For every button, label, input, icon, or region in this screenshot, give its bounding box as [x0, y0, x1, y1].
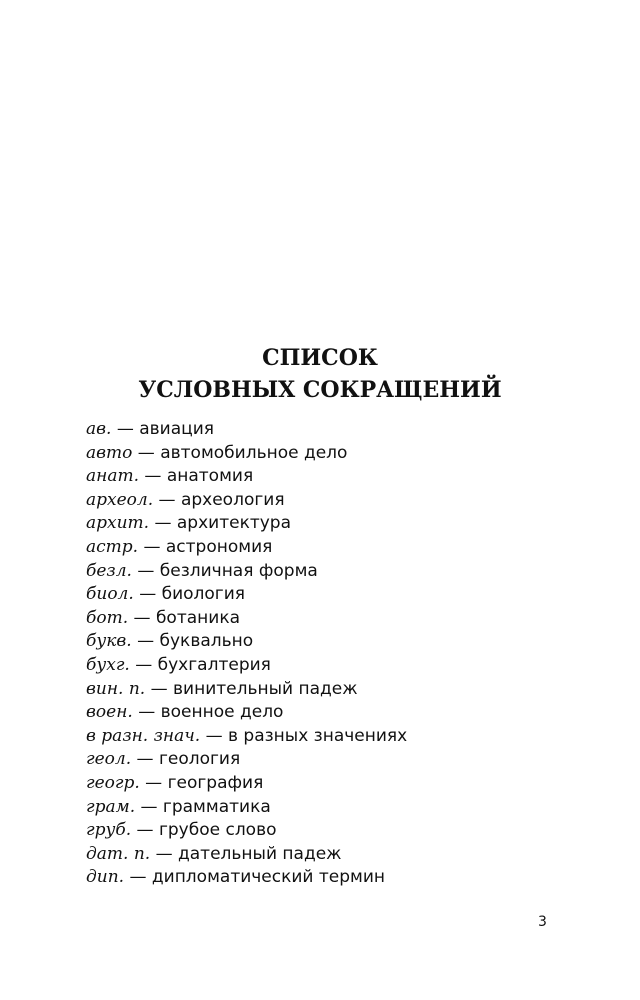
page-title-line-2: УСЛОВНЫХ СОКРАЩЕНИЙ — [138, 377, 502, 403]
dash-separator: — — [205, 725, 223, 746]
abbreviation: ав. — [86, 419, 112, 439]
abbreviation-entry — [86, 772, 407, 796]
abbreviation-entry — [86, 748, 407, 772]
abbreviation-meaning: ботаника — [155, 607, 241, 628]
abbreviation: биол. — [86, 584, 134, 605]
abbreviation-meaning: авиация — [139, 419, 214, 439]
dash-separator: — — [129, 867, 147, 888]
abbreviation-entry — [86, 442, 407, 466]
abbreviation-entry — [86, 512, 407, 536]
abbreviation: в разн. знач. — [86, 725, 201, 746]
dash-separator: — — [140, 796, 158, 817]
abbreviation-entry — [86, 583, 407, 607]
abbreviation-meaning: буквально — [159, 631, 254, 652]
dash-separator: — — [137, 560, 155, 581]
abbreviation-meaning: анатомия — [166, 466, 254, 487]
dash-separator: — — [133, 607, 151, 628]
abbreviation-meaning: военное дело — [160, 702, 284, 723]
abbreviation: безл. — [86, 560, 132, 581]
abbreviation-meaning: автомобильное дело — [160, 442, 348, 463]
dash-separator: — — [144, 466, 162, 487]
abbreviation: астр. — [86, 536, 139, 557]
abbreviation-entry — [86, 866, 407, 890]
abbreviation-entry — [86, 843, 407, 867]
dash-separator: — — [135, 654, 153, 675]
abbreviation-entry — [86, 796, 407, 820]
abbreviation: архит. — [86, 513, 150, 534]
dash-separator: — — [137, 442, 155, 463]
abbreviation: груб. — [86, 820, 132, 841]
abbreviation-entry — [86, 560, 407, 584]
dash-separator: — — [139, 584, 157, 605]
abbreviation: археол. — [86, 489, 154, 510]
abbreviation: бот. — [86, 607, 129, 628]
abbreviation-entry — [86, 678, 407, 702]
dash-separator: — — [150, 678, 168, 699]
abbreviation-meaning: археология — [180, 489, 285, 510]
abbreviation-entry — [86, 418, 407, 442]
dash-separator: — — [136, 820, 154, 841]
abbreviation: дат. п. — [86, 843, 151, 864]
abbreviation-entry — [86, 536, 407, 560]
abbreviation-meaning: грамматика — [162, 796, 271, 817]
abbreviation-entry — [86, 465, 407, 489]
dash-separator: — — [138, 702, 156, 723]
abbreviation-meaning: бухгалтерия — [157, 654, 271, 675]
abbreviation-entry — [86, 607, 407, 631]
dash-separator: — — [155, 843, 173, 864]
abbreviation-meaning: дипломатический термин — [151, 867, 386, 888]
abbreviation-meaning: геология — [158, 749, 241, 770]
abbreviation-meaning: винительный падеж — [173, 678, 358, 699]
dash-separator: — — [154, 513, 172, 534]
abbreviation-meaning: биология — [161, 584, 246, 605]
abbreviation-entry — [86, 819, 407, 843]
abbreviation-meaning: дательный падеж — [178, 843, 342, 864]
abbreviation-entry — [86, 654, 407, 678]
abbreviation: воен. — [86, 702, 133, 723]
abbreviation-meaning: география — [167, 772, 264, 793]
abbreviation: дип. — [86, 867, 125, 888]
abbreviation-entry — [86, 489, 407, 513]
page-title-line-1: СПИСОК — [262, 345, 378, 371]
abbreviation: грам. — [86, 796, 136, 817]
dash-separator: — — [143, 536, 161, 557]
dash-separator: — — [158, 489, 176, 510]
abbreviation-entry — [86, 701, 407, 725]
abbreviation: геогр. — [86, 772, 140, 793]
abbreviation-entry — [86, 725, 407, 749]
abbreviation: анат. — [86, 466, 139, 487]
page-number: 3 — [538, 914, 547, 930]
dash-separator: — — [116, 419, 134, 439]
abbreviation: бухг. — [86, 654, 130, 675]
abbreviation: вин. п. — [86, 678, 146, 699]
dash-separator: — — [137, 631, 155, 652]
abbreviation: геол. — [86, 749, 132, 770]
dash-separator: — — [145, 772, 163, 793]
abbreviation-meaning: архитектура — [176, 513, 292, 534]
abbreviation: авто — [86, 442, 133, 463]
abbreviation-meaning: астрономия — [165, 536, 273, 557]
abbreviation-meaning: грубое слово — [158, 820, 277, 841]
abbreviation-meaning: в разных значениях — [228, 725, 408, 746]
abbreviation-entry — [86, 630, 407, 654]
abbreviation-list — [86, 418, 407, 890]
abbreviation: букв. — [86, 631, 132, 652]
abbreviation-meaning: безличная форма — [159, 560, 318, 581]
dash-separator: — — [136, 749, 154, 770]
